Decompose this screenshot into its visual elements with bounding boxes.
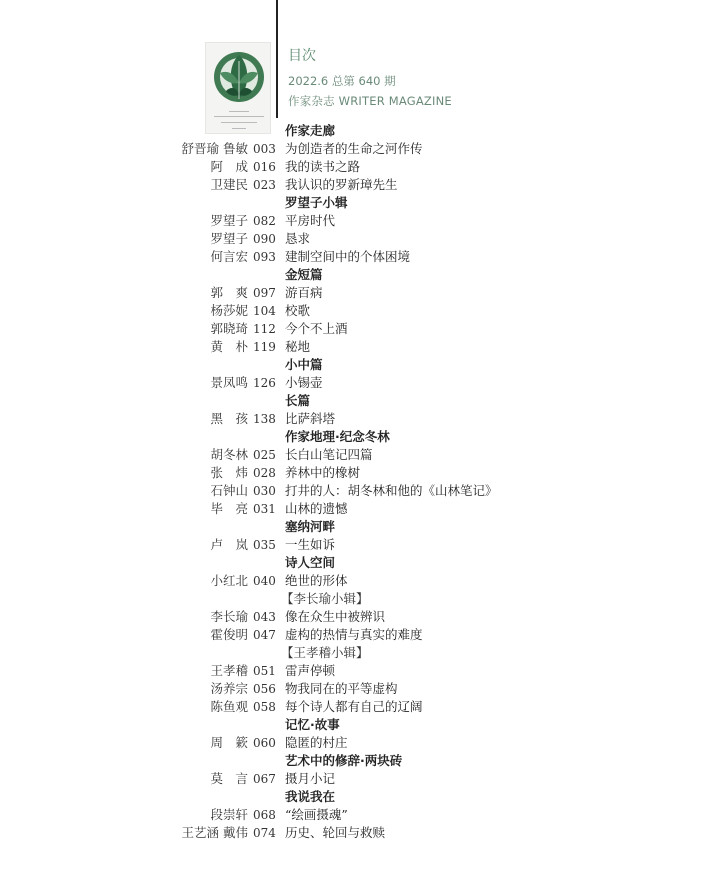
entry-title[interactable]: 一生如诉	[285, 537, 336, 552]
section-title: 罗望子小辑	[285, 195, 348, 210]
entry-title[interactable]: 小锡壶	[285, 375, 323, 390]
entry-author: 胡冬林	[210, 447, 248, 462]
toc-section-heading	[0, 428, 705, 446]
toc-entry[interactable]	[0, 806, 705, 824]
table-of-contents	[0, 122, 705, 842]
section-title: 我说我在	[285, 789, 336, 804]
entry-title[interactable]: 虚构的热情与真实的难度	[285, 627, 423, 642]
entry-author: 黄 朴	[210, 339, 248, 354]
entry-author: 郭晓琦	[210, 321, 248, 336]
entry-title[interactable]: 秘地	[285, 339, 311, 354]
entry-author: 莫 言	[210, 771, 248, 786]
toc-entry[interactable]	[0, 824, 705, 842]
toc-entry[interactable]	[0, 140, 705, 158]
entry-title[interactable]: 摄月小记	[285, 771, 336, 786]
toc-section-heading	[0, 752, 705, 770]
entry-author: 舒晋瑜 鲁敏	[181, 141, 248, 156]
section-title: 小中篇	[285, 357, 323, 372]
cover-text-line	[214, 116, 264, 117]
entry-page-number: 028	[253, 466, 276, 480]
entry-page-number: 051	[253, 664, 276, 678]
entry-title[interactable]: 我认识的罗新璋先生	[285, 177, 398, 192]
entry-author: 霍俊明	[210, 627, 248, 642]
entry-author: 景凤鸣	[210, 375, 248, 390]
toc-entry[interactable]	[0, 320, 705, 338]
toc-entry[interactable]	[0, 608, 705, 626]
entry-author: 汤养宗	[210, 681, 248, 696]
toc-section-heading	[0, 392, 705, 410]
entry-author: 卫建民	[210, 177, 248, 192]
entry-page-number: 035	[253, 538, 276, 552]
entry-author: 段崇轩	[210, 807, 248, 822]
toc-entry[interactable]	[0, 212, 705, 230]
entry-title[interactable]: 游百病	[285, 285, 323, 300]
entry-author: 张 炜	[210, 465, 248, 480]
subsection-title: 【王孝稽小辑】	[281, 645, 369, 660]
entry-page-number: 126	[253, 376, 276, 390]
entry-author: 郭 爽	[210, 285, 248, 300]
toc-section-heading	[0, 194, 705, 212]
entry-page-number: 104	[253, 304, 276, 318]
entry-title[interactable]: 为创造者的生命之河作传	[285, 141, 423, 156]
entry-title[interactable]: 恳求	[285, 231, 311, 246]
subsection-title: 【李长瑜小辑】	[281, 591, 369, 606]
toc-entry[interactable]	[0, 176, 705, 194]
toc-entry[interactable]	[0, 446, 705, 464]
entry-author: 何言宏	[210, 249, 248, 264]
entry-author: 毕 亮	[210, 501, 248, 516]
entry-title[interactable]: “绘画摄魂”	[285, 807, 348, 822]
entry-author: 王孝稽	[210, 663, 248, 678]
entry-title[interactable]: 建制空间中的个体困境	[285, 249, 411, 264]
issue-number: 2022.6 总第 640 期	[288, 74, 396, 88]
section-title: 作家地理·纪念冬林	[285, 429, 390, 444]
section-title: 塞纳河畔	[285, 519, 336, 534]
entry-page-number: 097	[253, 286, 276, 300]
toc-entry[interactable]	[0, 770, 705, 788]
entry-page-number: 047	[253, 628, 276, 642]
entry-page-number: 003	[253, 142, 276, 156]
entry-title[interactable]: 校歌	[285, 303, 311, 318]
entry-title[interactable]: 山林的遗憾	[285, 501, 348, 516]
entry-author: 王艺涵 戴伟	[181, 825, 248, 840]
entry-page-number: 112	[253, 322, 276, 336]
toc-section-heading	[0, 716, 705, 734]
toc-section-heading	[0, 122, 705, 140]
entry-title[interactable]: 隐匿的村庄	[285, 735, 348, 750]
entry-title[interactable]: 长白山笔记四篇	[285, 447, 373, 462]
toc-entry[interactable]	[0, 248, 705, 266]
entry-title[interactable]: 像在众生中被辨识	[285, 609, 386, 624]
entry-author: 杨莎妮	[210, 303, 248, 318]
entry-page-number: 043	[253, 610, 276, 624]
toc-entry[interactable]	[0, 734, 705, 752]
toc-entry[interactable]	[0, 158, 705, 176]
entry-title[interactable]: 绝世的形体	[285, 573, 348, 588]
entry-author: 卢 岚	[210, 537, 248, 552]
entry-author: 石钟山	[210, 483, 248, 498]
toc-section-heading	[0, 788, 705, 806]
entry-author: 小红北	[210, 573, 248, 588]
toc-entry[interactable]	[0, 302, 705, 320]
entry-author: 黑 孩	[210, 411, 248, 426]
toc-entry[interactable]	[0, 500, 705, 518]
entry-page-number: 090	[253, 232, 276, 246]
magazine-cover-thumbnail[interactable]	[205, 42, 271, 134]
entry-page-number: 068	[253, 808, 276, 822]
entry-page-number: 025	[253, 448, 276, 462]
section-title: 长篇	[285, 393, 311, 408]
page-title: 目次	[288, 48, 316, 64]
entry-title[interactable]: 物我同在的平等虚构	[285, 681, 398, 696]
toc-entry[interactable]	[0, 680, 705, 698]
toc-entry[interactable]	[0, 572, 705, 590]
entry-title[interactable]: 历史、轮回与救赎	[285, 825, 386, 840]
entry-page-number: 060	[253, 736, 276, 750]
entry-author: 陈鱼观	[210, 699, 248, 714]
entry-author: 阿 成	[210, 159, 248, 174]
entry-page-number: 074	[253, 826, 276, 840]
toc-entry[interactable]	[0, 482, 705, 500]
toc-entry[interactable]	[0, 230, 705, 248]
cover-text-line	[229, 111, 249, 112]
magazine-name: 作家杂志 WRITER MAGAZINE	[288, 94, 452, 108]
toc-subsection-heading	[0, 644, 705, 662]
section-title: 作家走廊	[285, 123, 336, 138]
section-title: 艺术中的修辞·两块砖	[285, 753, 403, 768]
entry-title[interactable]: 打井的人：胡冬林和他的《山林笔记》	[285, 483, 498, 498]
section-title: 金短篇	[285, 267, 323, 282]
section-title: 诗人空间	[285, 555, 336, 570]
section-title: 记忆·故事	[285, 717, 340, 732]
entry-page-number: 058	[253, 700, 276, 714]
toc-entry[interactable]	[0, 698, 705, 716]
entry-title[interactable]: 雷声停顿	[285, 663, 336, 678]
entry-title[interactable]: 养林中的橡树	[285, 465, 361, 480]
entry-author: 罗望子	[210, 231, 248, 246]
toc-entry[interactable]	[0, 536, 705, 554]
entry-author: 罗望子	[210, 213, 248, 228]
entry-page-number: 067	[253, 772, 276, 786]
header-divider-line	[276, 0, 278, 118]
entry-page-number: 031	[253, 502, 276, 516]
entry-page-number: 023	[253, 178, 276, 192]
entry-title[interactable]: 今个不上酒	[285, 321, 348, 336]
toc-section-heading	[0, 518, 705, 536]
toc-entry[interactable]	[0, 374, 705, 392]
toc-section-heading	[0, 356, 705, 374]
entry-page-number: 030	[253, 484, 276, 498]
entry-page-number: 119	[253, 340, 276, 354]
toc-entry[interactable]	[0, 410, 705, 428]
toc-entry[interactable]	[0, 626, 705, 644]
toc-entry[interactable]	[0, 338, 705, 356]
entry-author: 周 簌	[210, 735, 248, 750]
toc-subsection-heading	[0, 590, 705, 608]
entry-page-number: 056	[253, 682, 276, 696]
entry-page-number: 093	[253, 250, 276, 264]
toc-entry[interactable]	[0, 284, 705, 302]
entry-page-number: 082	[253, 214, 276, 228]
entry-title[interactable]: 平房时代	[285, 213, 336, 228]
entry-title[interactable]: 每个诗人都有自己的辽阔	[285, 699, 423, 714]
toc-entry[interactable]	[0, 464, 705, 482]
entry-title[interactable]: 比萨斜塔	[285, 411, 336, 426]
entry-author: 李长瑜	[210, 609, 248, 624]
entry-page-number: 016	[253, 160, 276, 174]
toc-section-heading	[0, 554, 705, 572]
entry-page-number: 040	[253, 574, 276, 588]
toc-section-heading	[0, 266, 705, 284]
entry-page-number: 138	[253, 412, 276, 426]
toc-entry[interactable]	[0, 662, 705, 680]
entry-title[interactable]: 我的读书之路	[285, 159, 361, 174]
